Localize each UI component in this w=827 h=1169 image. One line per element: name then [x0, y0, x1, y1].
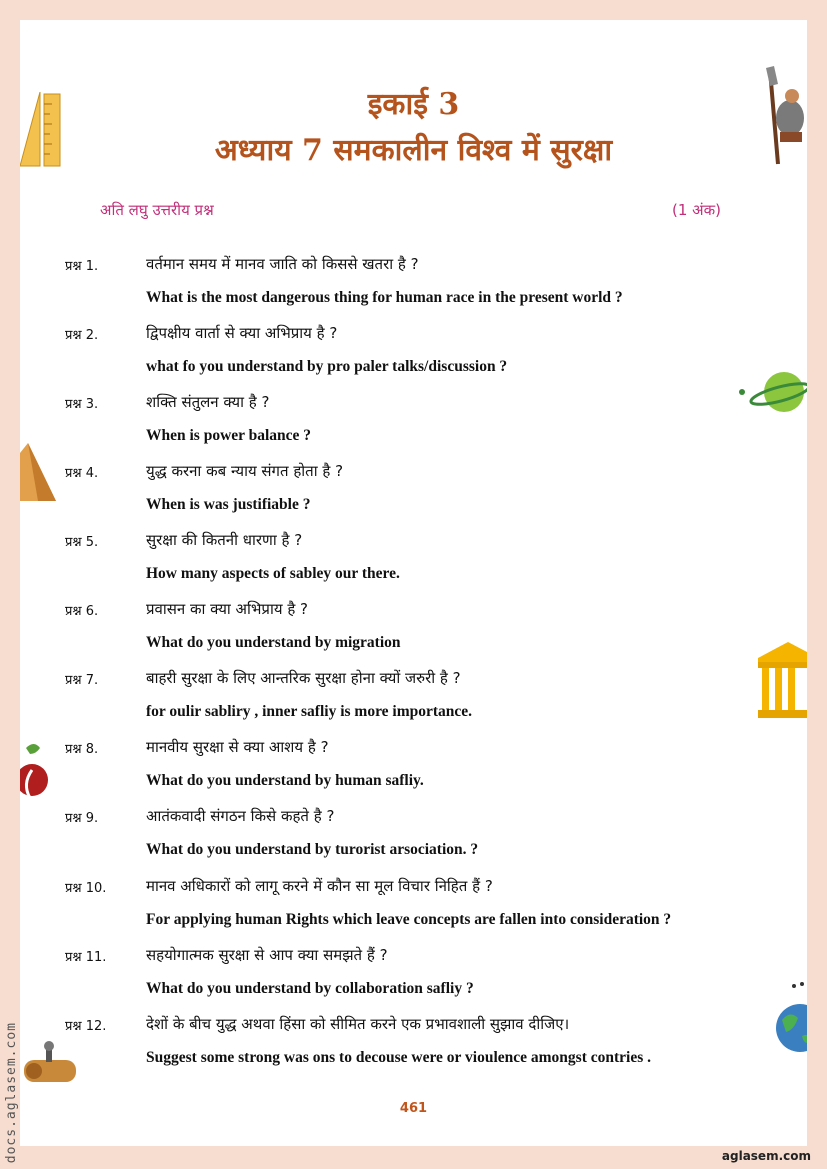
question-number: प्रश्न 12. [65, 1019, 107, 1034]
temple-icon [758, 642, 807, 718]
apple-icon [20, 740, 50, 806]
question-number: प्रश्न 10. [65, 881, 107, 896]
question-hindi: सहयोगात्मक सुरक्षा से आप क्या समझते हैं ? [146, 946, 388, 964]
marks-label: (1 अंक) [672, 201, 721, 219]
question-number: प्रश्न 2. [65, 328, 99, 343]
question-number: प्रश्न 1. [65, 259, 99, 274]
question-hindi: देशों के बीच युद्ध अथवा हिंसा को सीमित करने एक प्रभावशाली सुझाव दीजिए। [146, 1015, 570, 1033]
question-english: How many aspects of sabley our there. [146, 565, 400, 582]
question-hindi: युद्ध करना कब न्याय संगत होता है ? [146, 462, 344, 480]
question-hindi: मानव अधिकारों को लागू करने में कौन सा मूल विचार निहित हैं ? [146, 877, 493, 895]
question-english: what fo you understand by pro paler talks/discussion ? [146, 358, 508, 375]
question-hindi: बाहरी सुरक्षा के लिए आन्तरिक सुरक्षा होना क्यों जरुरी है ? [146, 669, 461, 687]
pyramid-icon [20, 443, 56, 503]
question-english: For applying human Rights which leave concepts are fallen into consideration ? [146, 911, 672, 928]
question-english: What is the most dangerous thing for human race in the present world ? [146, 289, 623, 306]
question-hindi: द्विपक्षीय वार्ता से क्या अभिप्राय है ? [146, 324, 338, 342]
question-hindi: प्रवासन का क्या अभिप्राय है ? [146, 600, 309, 618]
question-english: What do you understand by human safliy. [146, 772, 424, 789]
chapter-title: अध्याय 7 समकालीन विश्व में सुरक्षा [214, 133, 613, 168]
question-english: When is was justifiable ? [146, 496, 311, 513]
page-number: 461 [399, 1101, 428, 1116]
section-label: अति लघु उत्तरीय प्रश्न [100, 201, 214, 219]
question-number: प्रश्न 5. [65, 535, 99, 550]
question-number: प्रश्न 7. [65, 673, 99, 688]
question-english: What do you understand by migration [146, 634, 401, 651]
question-number: प्रश्न 11. [65, 950, 107, 965]
question-number: प्रश्न 9. [65, 811, 99, 826]
question-hindi: वर्तमान समय में मानव जाति को किससे खतरा है ? [146, 255, 419, 273]
document-page [20, 20, 807, 1146]
question-english: Suggest some strong was ons to decouse were or vioulence amongst contries . [146, 1049, 652, 1066]
question-number: प्रश्न 6. [65, 604, 99, 619]
question-hindi: आतंकवादी संगठन किसे कहते है ? [146, 807, 335, 825]
question-english: What do you understand by collaboration safliy ? [146, 980, 474, 997]
question-number: प्रश्न 8. [65, 742, 99, 757]
question-number: प्रश्न 3. [65, 397, 99, 412]
unit-title: इकाई 3 [367, 87, 460, 122]
question-hindi: शक्ति संतुलन क्या है ? [146, 393, 270, 411]
watermark: docs.aglasem.com [4, 1021, 19, 1163]
question-english: When is power balance ? [146, 427, 312, 444]
planet-icon [738, 370, 807, 416]
question-number: प्रश्न 4. [65, 466, 99, 481]
question-hindi: सुरक्षा की कितनी धारणा है ? [146, 531, 303, 549]
question-hindi: मानवीय सुरक्षा से क्या आशय है ? [146, 738, 329, 756]
scroll-icon [20, 1040, 80, 1092]
globe-icon [772, 980, 807, 1052]
site-name: aglasem.com [721, 1149, 811, 1163]
question-english: for oulir sabliry , inner safliy is more importance. [146, 703, 473, 720]
question-english: What do you understand by turorist arsociation. ? [146, 841, 479, 858]
